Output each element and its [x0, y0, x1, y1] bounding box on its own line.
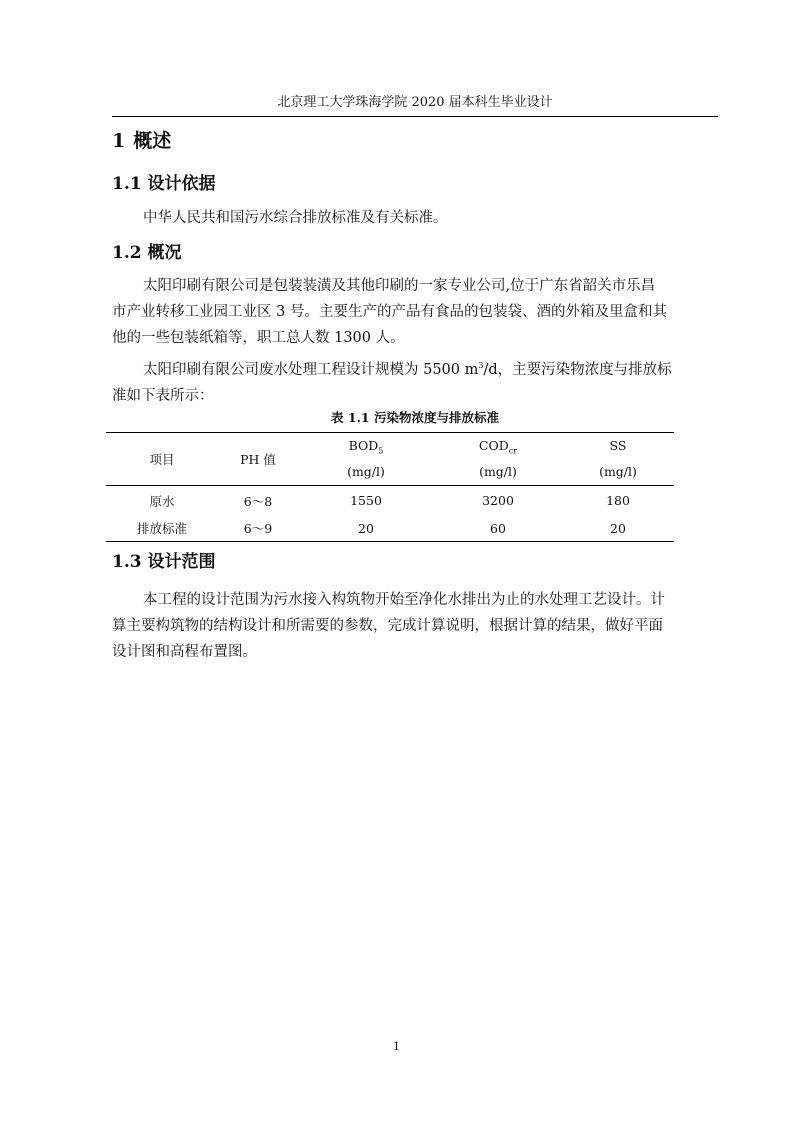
cell-item: 排放标准 — [106, 516, 218, 542]
superscript: 3 — [478, 361, 484, 370]
ss-label: SS — [609, 438, 627, 453]
text-fragment: 太阳印刷有限公司废水处理工程设计规模为 5500 m — [143, 361, 479, 378]
unit-label: (mg/l) — [479, 464, 517, 479]
section-title: 概况 — [147, 243, 182, 263]
cod-label: COD — [478, 438, 509, 453]
table-row — [106, 516, 674, 542]
paragraph-design-scope — [112, 587, 718, 665]
header-text: 北京理工大学珠海学院 2020 届本科生毕业设计 — [277, 95, 553, 110]
page-number: 1 — [393, 1040, 400, 1053]
text-line: 他的一些包装纸箱等，职工总人数 1300 人。 — [112, 330, 405, 346]
page-header — [112, 94, 718, 117]
section-number: 1.3 — [112, 552, 142, 572]
paragraph-design-basis — [112, 205, 718, 231]
header-cod — [434, 433, 562, 486]
cell-cod: 3200 — [482, 493, 514, 509]
chapter-title: 概述 — [133, 130, 172, 152]
cell-cod: 60 — [434, 516, 562, 542]
table-header-row — [106, 433, 674, 486]
section-number: 1.2 — [112, 243, 142, 263]
section-title: 设计依据 — [147, 174, 216, 194]
text-fragment: /d，主要污染物浓度与排放标 — [483, 361, 672, 378]
chapter-number: 1 — [112, 130, 126, 152]
section-title: 设计范围 — [147, 552, 216, 572]
text-line: 准如下表所示： — [112, 387, 214, 404]
text-line: 算主要构筑物的结构设计和所需要的参数，完成计算说明，根据计算的结果，做好平面 — [112, 618, 663, 634]
text-line: 中华人民共和国污水综合排放标准及有关标准。 — [143, 210, 448, 226]
table-row — [106, 486, 674, 516]
cell-bod: 1550 — [350, 493, 382, 509]
pollutant-table — [106, 432, 674, 542]
text-line: 太阳印刷有限公司是包装装潢及其他印刷的一家专业公司,位于广东省韶关市乐昌 — [143, 278, 656, 294]
cell-ph: 6～9 — [218, 516, 298, 542]
cod-subscript: cr — [508, 446, 518, 456]
cell-bod: 20 — [298, 516, 434, 542]
section-number: 1.1 — [112, 174, 142, 194]
table-caption: 表 1.1 污染物浓度与排放标准 — [331, 410, 499, 425]
cell-ss: 180 — [606, 493, 630, 509]
header-item: 项目 — [106, 433, 218, 486]
bod-label: BOD — [348, 438, 379, 453]
bod-subscript: 5 — [378, 446, 384, 456]
section-heading-1-3 — [112, 550, 216, 574]
chapter-heading — [112, 128, 171, 154]
unit-label: (mg/l) — [347, 464, 385, 479]
cell-ph: 6～8 — [243, 493, 273, 509]
cell-ss: 20 — [562, 516, 674, 542]
text-line: 设计图和高程布置图。 — [112, 644, 257, 660]
paragraph-overview — [112, 273, 718, 351]
unit-label: (mg/l) — [599, 464, 637, 479]
section-heading-1-2 — [112, 241, 182, 265]
header-bod — [298, 433, 434, 486]
paragraph-design-scale — [112, 353, 718, 409]
text-line: 本工程的设计范围为污水接入构筑物开始至净化水排出为止的水处理工艺设计。计 — [143, 592, 665, 608]
header-ph: PH 值 — [218, 433, 298, 486]
text-line: 市产业转移工业园工业区 3 号。主要生产的产品有食品的包装袋、酒的外箱及里盒和其 — [112, 304, 667, 320]
section-heading-1-1 — [112, 172, 216, 196]
header-ss — [562, 433, 674, 486]
text-line — [112, 353, 718, 383]
cell-item: 原水 — [149, 493, 175, 509]
